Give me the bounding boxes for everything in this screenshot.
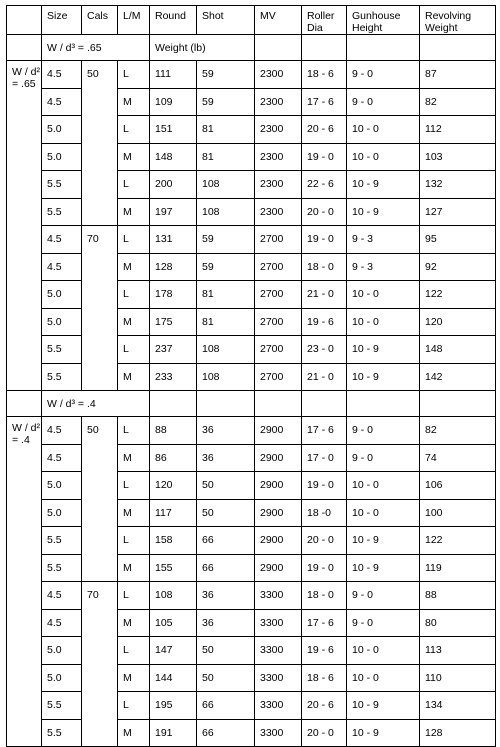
mv-cell: 2900 [255, 417, 302, 445]
size-cell: 5.0 [42, 499, 82, 527]
roller-dia-cell: 18 - 0 [302, 582, 347, 610]
empty-cell [255, 391, 302, 417]
gunhouse-height-cell: 9 - 0 [347, 582, 420, 610]
header-cell [7, 6, 42, 35]
gunhouse-height-cell: 10 - 0 [347, 116, 420, 144]
gunhouse-height-cell: 10 - 0 [347, 664, 420, 692]
lm-cell: M [118, 198, 150, 226]
roller-dia-cell: 19 - 0 [302, 554, 347, 582]
table-row [7, 171, 496, 199]
mv-cell: 3300 [255, 664, 302, 692]
gunhouse-height-cell: 9 - 3 [347, 253, 420, 281]
lm-cell: M [118, 143, 150, 171]
shot-cell: 50 [197, 499, 255, 527]
lm-cell: L [118, 527, 150, 555]
group-label: W / d² = .4 [7, 417, 42, 747]
mv-cell: 2700 [255, 253, 302, 281]
shot-cell: 36 [197, 582, 255, 610]
table-row [7, 253, 496, 281]
size-cell: 5.5 [42, 692, 82, 720]
gunhouse-height-cell: 9 - 0 [347, 88, 420, 116]
round-cell: 131 [150, 226, 197, 254]
header-cell: Roller Dia [302, 6, 347, 35]
size-cell: 5.5 [42, 554, 82, 582]
size-cell: 5.5 [42, 336, 82, 364]
header-cell: MV [255, 6, 302, 35]
mv-cell: 2300 [255, 198, 302, 226]
gunhouse-height-cell: 10 - 9 [347, 171, 420, 199]
lm-cell: L [118, 472, 150, 500]
lm-cell: M [118, 444, 150, 472]
table-row [7, 692, 496, 720]
lm-cell: L [118, 226, 150, 254]
lm-cell: L [118, 692, 150, 720]
empty-cell [347, 391, 420, 417]
header-cell: Revolving Weight [420, 6, 496, 35]
revolving-weight-cell: 122 [420, 527, 496, 555]
gunhouse-height-cell: 10 - 9 [347, 554, 420, 582]
shot-cell: 81 [197, 281, 255, 309]
table-row [7, 499, 496, 527]
size-cell: 5.0 [42, 472, 82, 500]
header-cell: Round [150, 6, 197, 35]
lm-cell: M [118, 719, 150, 747]
gunhouse-height-cell: 10 - 0 [347, 637, 420, 665]
gunhouse-height-cell: 10 - 9 [347, 363, 420, 391]
revolving-weight-cell: 122 [420, 281, 496, 309]
gunhouse-height-cell: 10 - 0 [347, 281, 420, 309]
size-cell: 5.5 [42, 719, 82, 747]
mv-cell: 2300 [255, 143, 302, 171]
shot-cell: 50 [197, 637, 255, 665]
shot-cell: 66 [197, 554, 255, 582]
gunhouse-height-cell: 10 - 9 [347, 336, 420, 364]
lm-cell: L [118, 637, 150, 665]
table-row [7, 582, 496, 610]
table-row [7, 226, 496, 254]
lm-cell: L [118, 417, 150, 445]
cals-cell: 50 [82, 417, 118, 582]
revolving-weight-cell: 110 [420, 664, 496, 692]
cals-cell: 70 [82, 582, 118, 747]
weight-subheader: Weight (lb) [150, 35, 255, 61]
round-cell: 158 [150, 527, 197, 555]
cals-cell: 70 [82, 226, 118, 391]
gun-data-table [6, 5, 496, 747]
header-cell: Shot [197, 6, 255, 35]
empty-cell [197, 391, 255, 417]
roller-dia-cell: 17 - 6 [302, 88, 347, 116]
mv-cell: 3300 [255, 609, 302, 637]
lm-cell: M [118, 363, 150, 391]
round-cell: 147 [150, 637, 197, 665]
table-row [7, 308, 496, 336]
revolving-weight-cell: 119 [420, 554, 496, 582]
table-row [7, 472, 496, 500]
table-row [7, 554, 496, 582]
table-row [7, 198, 496, 226]
roller-dia-cell: 20 - 6 [302, 116, 347, 144]
header-cell: Size [42, 6, 82, 35]
gunhouse-height-cell: 10 - 0 [347, 308, 420, 336]
size-cell: 4.5 [42, 582, 82, 610]
mv-cell: 3300 [255, 637, 302, 665]
mv-cell: 3300 [255, 582, 302, 610]
table-row [7, 336, 496, 364]
roller-dia-cell: 17 - 6 [302, 609, 347, 637]
size-cell: 5.0 [42, 637, 82, 665]
roller-dia-cell: 20 - 6 [302, 692, 347, 720]
round-cell: 128 [150, 253, 197, 281]
revolving-weight-cell: 87 [420, 61, 496, 89]
table-row [7, 281, 496, 309]
round-cell: 233 [150, 363, 197, 391]
shot-cell: 59 [197, 226, 255, 254]
size-cell: 4.5 [42, 253, 82, 281]
gunhouse-height-cell: 9 - 0 [347, 444, 420, 472]
round-cell: 148 [150, 143, 197, 171]
gunhouse-height-cell: 10 - 0 [347, 499, 420, 527]
roller-dia-cell: 18 - 6 [302, 61, 347, 89]
roller-dia-cell: 19 - 6 [302, 637, 347, 665]
ratio-subheader: W / d³ = .4 [42, 391, 150, 417]
header-cell: Gunhouse Height [347, 6, 420, 35]
roller-dia-cell: 17 - 0 [302, 444, 347, 472]
round-cell: 151 [150, 116, 197, 144]
roller-dia-cell: 21 - 0 [302, 363, 347, 391]
round-cell: 108 [150, 582, 197, 610]
revolving-weight-cell: 95 [420, 226, 496, 254]
revolving-weight-cell: 88 [420, 582, 496, 610]
roller-dia-cell: 20 - 0 [302, 719, 347, 747]
revolving-weight-cell: 106 [420, 472, 496, 500]
revolving-weight-cell: 100 [420, 499, 496, 527]
shot-cell: 59 [197, 88, 255, 116]
round-cell: 195 [150, 692, 197, 720]
shot-cell: 81 [197, 308, 255, 336]
roller-dia-cell: 19 - 0 [302, 143, 347, 171]
shot-cell: 108 [197, 336, 255, 364]
table-row [7, 116, 496, 144]
empty-cell [420, 35, 496, 61]
round-cell: 237 [150, 336, 197, 364]
revolving-weight-cell: 128 [420, 719, 496, 747]
empty-cell [255, 35, 302, 61]
size-cell: 4.5 [42, 61, 82, 89]
gunhouse-height-cell: 9 - 0 [347, 417, 420, 445]
revolving-weight-cell: 82 [420, 417, 496, 445]
size-cell: 5.5 [42, 198, 82, 226]
round-cell: 178 [150, 281, 197, 309]
empty-cell [150, 391, 197, 417]
shot-cell: 66 [197, 692, 255, 720]
shot-cell: 50 [197, 472, 255, 500]
size-cell: 5.0 [42, 143, 82, 171]
roller-dia-cell: 19 - 6 [302, 308, 347, 336]
size-cell: 5.5 [42, 171, 82, 199]
shot-cell: 108 [197, 363, 255, 391]
size-cell: 5.5 [42, 527, 82, 555]
table-row [7, 527, 496, 555]
lm-cell: M [118, 609, 150, 637]
round-cell: 86 [150, 444, 197, 472]
revolving-weight-cell: 134 [420, 692, 496, 720]
mv-cell: 2700 [255, 226, 302, 254]
revolving-weight-cell: 148 [420, 336, 496, 364]
revolving-weight-cell: 127 [420, 198, 496, 226]
shot-cell: 59 [197, 253, 255, 281]
round-cell: 191 [150, 719, 197, 747]
mv-cell: 2300 [255, 61, 302, 89]
round-cell: 109 [150, 88, 197, 116]
empty-cell [302, 35, 347, 61]
mv-cell: 2900 [255, 554, 302, 582]
mv-cell: 2900 [255, 444, 302, 472]
revolving-weight-cell: 92 [420, 253, 496, 281]
shot-cell: 36 [197, 417, 255, 445]
mv-cell: 2900 [255, 499, 302, 527]
round-cell: 88 [150, 417, 197, 445]
roller-dia-cell: 23 - 0 [302, 336, 347, 364]
lm-cell: L [118, 171, 150, 199]
lm-cell: M [118, 664, 150, 692]
lm-cell: M [118, 554, 150, 582]
mv-cell: 2300 [255, 116, 302, 144]
header-cell: Cals [82, 6, 118, 35]
group-label: W / d² = .65 [7, 61, 42, 391]
revolving-weight-cell: 112 [420, 116, 496, 144]
mv-cell: 2300 [255, 88, 302, 116]
size-cell: 4.5 [42, 88, 82, 116]
roller-dia-cell: 17 - 6 [302, 417, 347, 445]
gunhouse-height-cell: 10 - 9 [347, 198, 420, 226]
mv-cell: 2900 [255, 472, 302, 500]
mv-cell: 2900 [255, 527, 302, 555]
table-row [7, 88, 496, 116]
size-cell: 5.0 [42, 308, 82, 336]
lm-cell: M [118, 499, 150, 527]
size-cell: 5.0 [42, 281, 82, 309]
revolving-weight-cell: 113 [420, 637, 496, 665]
revolving-weight-cell: 142 [420, 363, 496, 391]
gunhouse-height-cell: 9 - 3 [347, 226, 420, 254]
shot-cell: 36 [197, 444, 255, 472]
table-row [7, 637, 496, 665]
revolving-weight-cell: 82 [420, 88, 496, 116]
gunhouse-height-cell: 10 - 9 [347, 692, 420, 720]
gunhouse-height-cell: 10 - 0 [347, 472, 420, 500]
cals-cell: 50 [82, 61, 118, 226]
gunhouse-height-cell: 9 - 0 [347, 609, 420, 637]
round-cell: 200 [150, 171, 197, 199]
mv-cell: 3300 [255, 719, 302, 747]
size-cell: 4.5 [42, 417, 82, 445]
size-cell: 5.0 [42, 116, 82, 144]
revolving-weight-cell: 74 [420, 444, 496, 472]
mv-cell: 3300 [255, 692, 302, 720]
table-row [7, 664, 496, 692]
roller-dia-cell: 18 - 0 [302, 253, 347, 281]
gunhouse-height-cell: 10 - 0 [347, 143, 420, 171]
shot-cell: 66 [197, 527, 255, 555]
table-row [7, 417, 496, 445]
mv-cell: 2700 [255, 281, 302, 309]
round-cell: 197 [150, 198, 197, 226]
gunhouse-height-cell: 10 - 9 [347, 527, 420, 555]
round-cell: 120 [150, 472, 197, 500]
lm-cell: L [118, 582, 150, 610]
roller-dia-cell: 22 - 6 [302, 171, 347, 199]
shot-cell: 108 [197, 198, 255, 226]
shot-cell: 36 [197, 609, 255, 637]
roller-dia-cell: 18 -0 [302, 499, 347, 527]
shot-cell: 66 [197, 719, 255, 747]
empty-cell [7, 391, 42, 417]
lm-cell: L [118, 281, 150, 309]
table-row [7, 609, 496, 637]
revolving-weight-cell: 80 [420, 609, 496, 637]
revolving-weight-cell: 132 [420, 171, 496, 199]
roller-dia-cell: 20 - 0 [302, 198, 347, 226]
empty-cell [347, 35, 420, 61]
subheader-row [7, 391, 496, 417]
shot-cell: 108 [197, 171, 255, 199]
revolving-weight-cell: 103 [420, 143, 496, 171]
roller-dia-cell: 19 - 0 [302, 472, 347, 500]
header-cell: L/M [118, 6, 150, 35]
shot-cell: 81 [197, 143, 255, 171]
shot-cell: 81 [197, 116, 255, 144]
shot-cell: 59 [197, 61, 255, 89]
gunhouse-height-cell: 9 - 0 [347, 61, 420, 89]
size-cell: 5.0 [42, 664, 82, 692]
table-row [7, 363, 496, 391]
gunhouse-height-cell: 10 - 9 [347, 719, 420, 747]
roller-dia-cell: 18 - 6 [302, 664, 347, 692]
ratio-subheader: W / d³ = .65 [42, 35, 150, 61]
lm-cell: M [118, 88, 150, 116]
round-cell: 117 [150, 499, 197, 527]
size-cell: 4.5 [42, 444, 82, 472]
shot-cell: 50 [197, 664, 255, 692]
size-cell: 4.5 [42, 609, 82, 637]
mv-cell: 2700 [255, 363, 302, 391]
lm-cell: L [118, 61, 150, 89]
lm-cell: M [118, 253, 150, 281]
size-cell: 5.5 [42, 363, 82, 391]
table-row [7, 61, 496, 89]
empty-cell [302, 391, 347, 417]
subheader-row [7, 35, 496, 61]
lm-cell: M [118, 308, 150, 336]
empty-cell [7, 35, 42, 61]
table-row [7, 143, 496, 171]
round-cell: 105 [150, 609, 197, 637]
roller-dia-cell: 19 - 0 [302, 226, 347, 254]
round-cell: 155 [150, 554, 197, 582]
roller-dia-cell: 21 - 0 [302, 281, 347, 309]
size-cell: 4.5 [42, 226, 82, 254]
header-row [7, 6, 496, 35]
round-cell: 144 [150, 664, 197, 692]
round-cell: 111 [150, 61, 197, 89]
lm-cell: L [118, 336, 150, 364]
table-row [7, 444, 496, 472]
revolving-weight-cell: 120 [420, 308, 496, 336]
mv-cell: 2300 [255, 171, 302, 199]
roller-dia-cell: 20 - 0 [302, 527, 347, 555]
table-row [7, 719, 496, 747]
empty-cell [420, 391, 496, 417]
mv-cell: 2700 [255, 308, 302, 336]
mv-cell: 2700 [255, 336, 302, 364]
round-cell: 175 [150, 308, 197, 336]
lm-cell: L [118, 116, 150, 144]
